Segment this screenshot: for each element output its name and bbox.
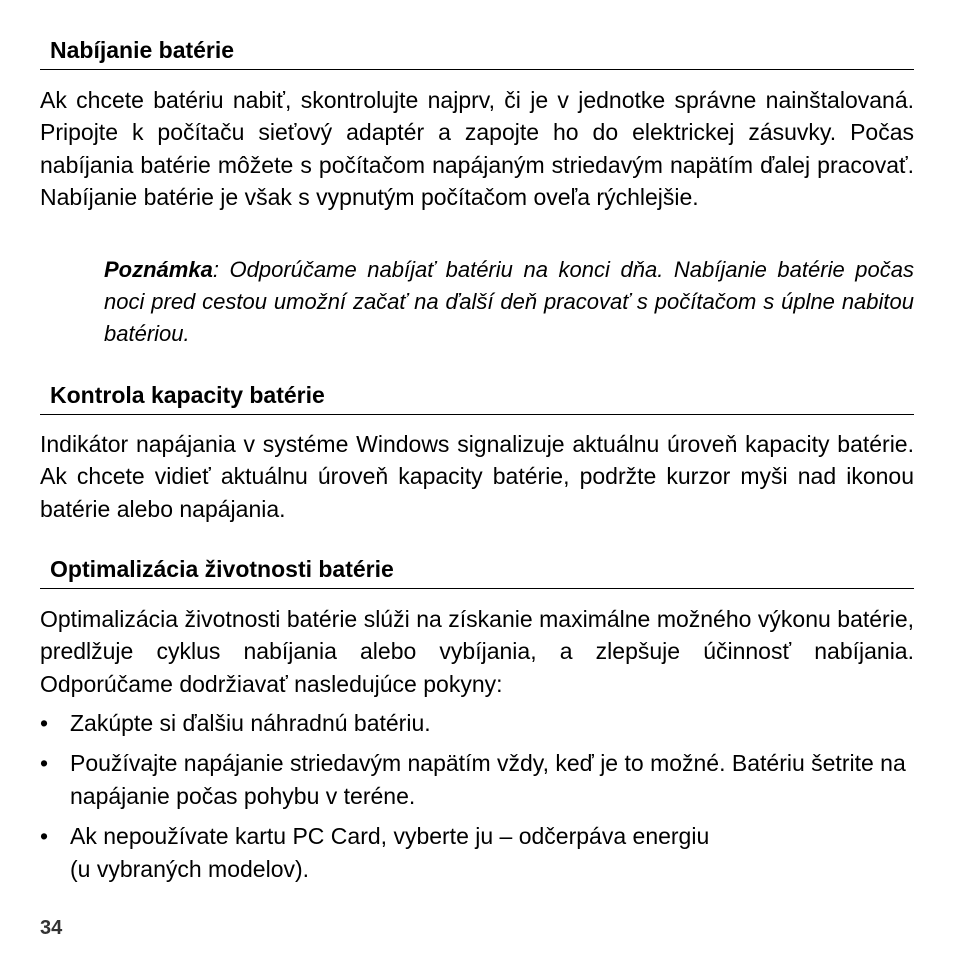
tips-list [40, 707, 914, 893]
bullet-icon: • [40, 750, 49, 777]
list-item [40, 707, 914, 739]
section-heading-charging: Nabíjanie batérie [40, 35, 914, 70]
paragraph-capacity: Indikátor napájania v systéme Windows signalizuje aktuálnu úroveň kapacity batérie. Ak chcete vidieť aktuálnu úroveň kapacity batérie, podržte kurzor myši nad ikonou batérie alebo napájania. [40, 431, 914, 522]
bullet-icon: • [40, 710, 49, 736]
note-charging [104, 254, 914, 350]
bullet-icon: • [40, 823, 49, 850]
list-item [40, 747, 914, 812]
section-heading-optimization: Optimalizácia životnosti batérie [40, 554, 914, 589]
note-label: Poznámka [104, 257, 213, 282]
section-heading-capacity: Kontrola kapacity batérie [40, 380, 914, 415]
paragraph-charging: Ak chcete batériu nabiť, skontrolujte najprv, či je v jednotke správne nainštalovaná. Pripojte k počítaču sieťový adaptér a zapojte ho do elektrickej zásuvky. Počas nabíjania batérie môžete s počítačom napájaným striedavým napätím ďalej pracovať. Nabíjanie batérie je však s vypnutým počítačom oveľa rýchlejšie. [40, 87, 914, 211]
list-item-text: Používajte napájanie striedavým napätím vždy, keď je to možné. Batériu šetrite na napájanie počas pohybu v teréne. [70, 750, 906, 809]
page-number: 34 [40, 917, 63, 939]
note-text: : Odporúčame nabíjať batériu na konci dňa. Nabíjanie batérie počas noci pred cestou umožní začať na ďalší deň pracovať s počítačom s úplne nabitou batériou. [104, 257, 914, 346]
paragraph-optimization: Optimalizácia životnosti batérie slúži na získanie maximálne možného výkonu batérie, predlžuje cyklus nabíjania alebo vybíjania, a zlepšuje účinnosť nabíjania. Odporúčame dodržiavať nasledujúce pokyny: [40, 606, 914, 697]
list-item [40, 820, 914, 885]
list-item-text: Zakúpte si ďalšiu náhradnú batériu. [70, 710, 431, 736]
list-item-text: Ak nepoužívate kartu PC Card, vyberte ju – odčerpáva energiu (u vybraných modelov). [70, 823, 710, 882]
